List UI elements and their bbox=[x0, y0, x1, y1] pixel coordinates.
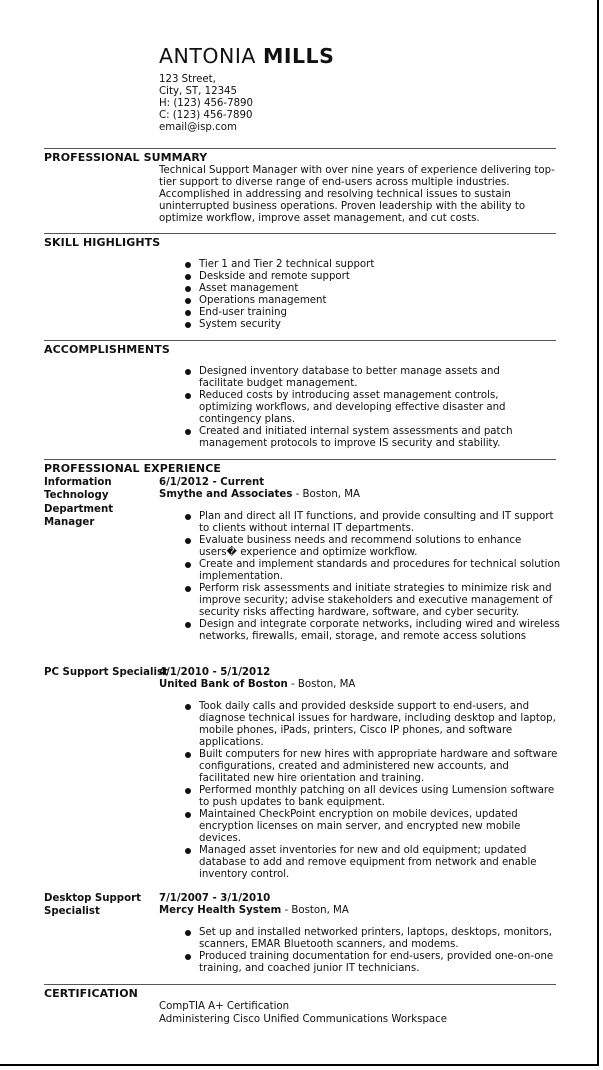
job-duties-list bbox=[181, 701, 561, 881]
section-divider bbox=[44, 148, 556, 149]
summary-heading: PROFESSIONAL SUMMARY bbox=[44, 151, 208, 164]
job-duties-list bbox=[181, 927, 561, 975]
certification-item: CompTIA A+ Certification bbox=[159, 1001, 290, 1012]
job-duty-item: Took daily calls and provided deskside support to end-users, and diagnose technical issues for hardware, including desktop and laptop, mobile phones, iPads, printers, Cisco IP phones, and software applications. bbox=[181, 701, 561, 749]
job-dates: 6/1/2012 - Current bbox=[159, 477, 265, 488]
skill-item: Operations management bbox=[181, 295, 561, 307]
job-duty-item: Create and implement standards and procedures for technical solution implementation. bbox=[181, 559, 561, 583]
company-location: - Boston, MA bbox=[281, 905, 349, 916]
cell-phone: C: (123) 456-7890 bbox=[159, 110, 253, 122]
job-company-line bbox=[159, 488, 360, 501]
accomplishment-item: Designed inventory database to better manage assets and facilitate budget management. bbox=[181, 366, 526, 390]
job-duty-item: Design and integrate corporate networks, including wired and wireless networks, firewalls, email, storage, and remote access solutions bbox=[181, 619, 561, 643]
job-duty-item: Managed asset inventories for new and old equipment; updated database to add and remove equipment from network and enable inventory control. bbox=[181, 845, 561, 881]
address-line-1: 123 Street, bbox=[159, 74, 216, 85]
accomplishment-item: Reduced costs by introducing asset management controls, optimizing workflows, and developing effective disaster and contingency plans. bbox=[181, 390, 526, 426]
section-divider bbox=[44, 340, 556, 341]
job-duty-item: Perform risk assessments and initiate strategies to minimize risk and improve security; advise stakeholders and executive management of security risks affecting hardware, software, and cyber security. bbox=[181, 583, 561, 619]
job-company-line bbox=[159, 678, 355, 691]
address-line-2: City, ST, 12345 bbox=[159, 86, 238, 98]
home-phone: H: (123) 456-7890 bbox=[159, 98, 254, 110]
job-title: Desktop Support Specialist bbox=[44, 893, 141, 918]
job-duty-item: Performed monthly patching on all devices using Lumension software to push updates to bank equipment. bbox=[181, 785, 561, 809]
job-duty-item: Maintained CheckPoint encryption on mobile devices, updated encryption licenses on main server, and encrypted new mobile devices. bbox=[181, 809, 561, 845]
skill-item: System security bbox=[181, 319, 561, 331]
job-duty-item: Set up and installed networked printers, laptops, desktops, monitors, scanners, EMAR Bluetooth scanners, and modems. bbox=[181, 927, 561, 951]
certification-list bbox=[159, 1001, 447, 1026]
section-divider bbox=[44, 984, 556, 985]
skill-item: Deskside and remote support bbox=[181, 271, 561, 283]
first-name: ANTONIA bbox=[159, 44, 256, 68]
certification-heading: CERTIFICATION bbox=[44, 987, 138, 1000]
accomplishments-heading: ACCOMPLISHMENTS bbox=[44, 343, 170, 356]
certification-item: Administering Cisco Unified Communications Workspace bbox=[159, 1013, 448, 1025]
skill-item: End-user training bbox=[181, 307, 561, 319]
job-dates: 7/1/2007 - 3/1/2010 bbox=[159, 893, 271, 904]
job-duty-item: Produced training documentation for end-users, provided one-on-one training, and coached junior IT technicians. bbox=[181, 951, 561, 975]
company-name: Mercy Health System bbox=[159, 905, 282, 916]
experience-heading: PROFESSIONAL EXPERIENCE bbox=[44, 462, 222, 475]
job-duty-item: Built computers for new hires with appropriate hardware and software configurations, created and administered new accounts, and facilitated new hire orientation and training. bbox=[181, 749, 561, 785]
job-dates: 4/1/2010 - 5/1/2012 bbox=[159, 667, 271, 678]
job-title: PC Support Specialist bbox=[44, 667, 168, 678]
skill-item: Tier 1 and Tier 2 technical support bbox=[181, 259, 561, 271]
job-duties-list bbox=[181, 511, 561, 643]
skills-list bbox=[181, 259, 561, 331]
job-duty-item: Evaluate business needs and recommend solutions to enhance users� experience and optimize workflow. bbox=[181, 535, 561, 559]
company-location: - Boston, MA bbox=[292, 489, 361, 500]
accomplishments-list bbox=[181, 366, 526, 450]
email: email@isp.com bbox=[159, 122, 237, 134]
skills-heading: SKILL HIGHLIGHTS bbox=[44, 236, 161, 249]
company-location: - Boston, MA bbox=[287, 679, 356, 690]
job-title: Information Technology Department Manager bbox=[44, 477, 114, 528]
summary-text: Technical Support Manager with over nine years of experience delivering top-tier support to diverse range of end-users across multiple industries. Accomplished in addressing and resolving technical issues to sustain uninterrupted business operations. Proven leadership with the ability to optimize workflow, improve asset management, and cut costs. bbox=[159, 165, 555, 224]
section-divider bbox=[44, 459, 556, 460]
candidate-name bbox=[159, 43, 334, 69]
contact-block bbox=[159, 74, 253, 134]
skill-item: Asset management bbox=[181, 283, 561, 295]
job-duty-item: Plan and direct all IT functions, and provide consulting and IT support to clients without internal IT departments. bbox=[181, 511, 561, 535]
company-name: Smythe and Associates bbox=[159, 489, 293, 500]
job-company-line bbox=[159, 904, 349, 917]
last-name: MILLS bbox=[262, 44, 335, 68]
accomplishment-item: Created and initiated internal system assessments and patch management protocols to improve IS security and stability. bbox=[181, 426, 526, 450]
company-name: United Bank of Boston bbox=[159, 679, 288, 690]
section-divider bbox=[44, 233, 556, 234]
